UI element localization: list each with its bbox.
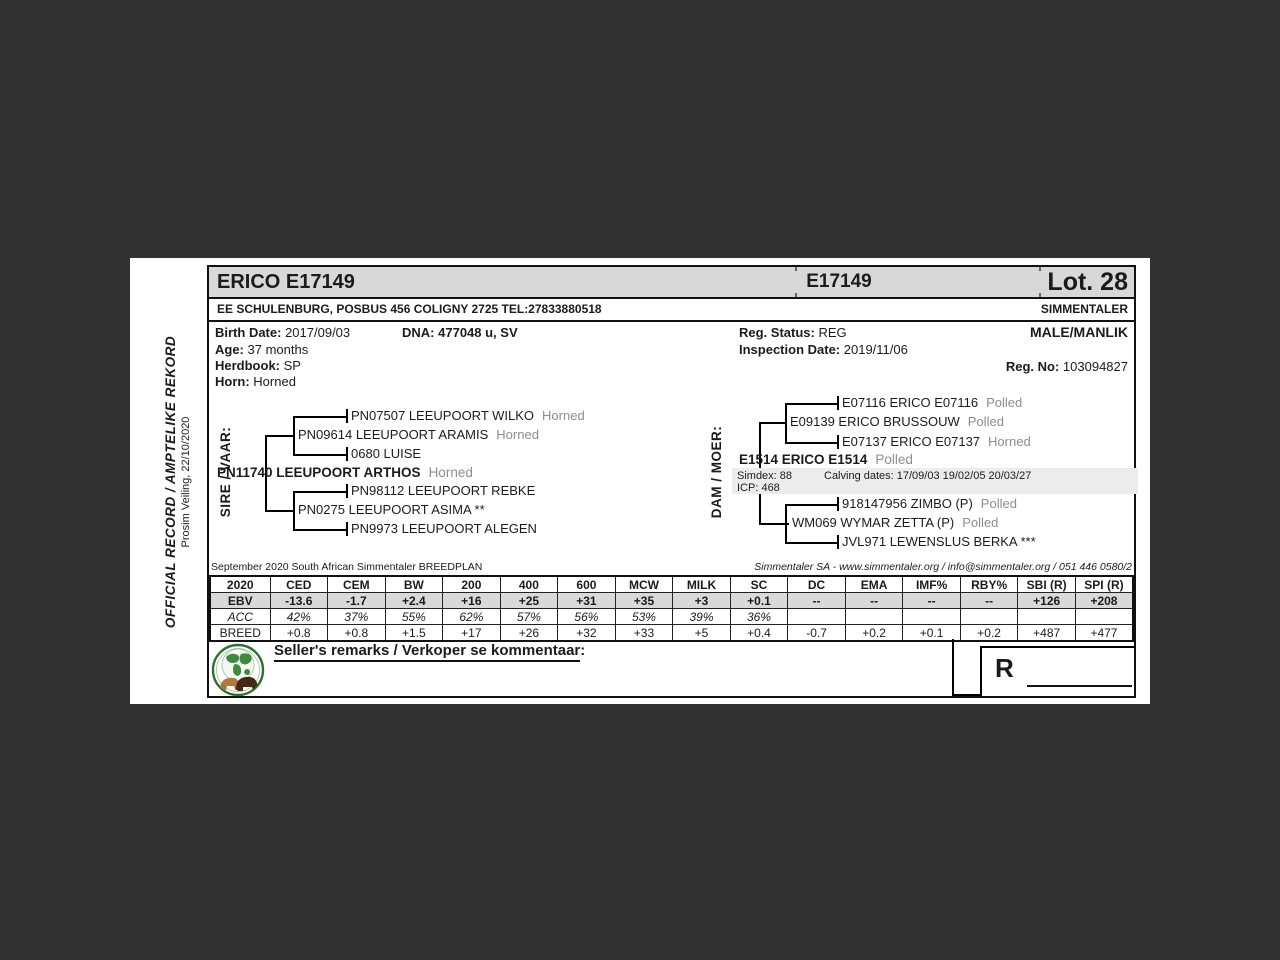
horn-status: Horned — [428, 465, 473, 480]
pedigree-line — [346, 409, 348, 423]
dna-label: DNA: — [402, 325, 435, 340]
pedigree-line — [837, 435, 839, 449]
ebv-cell: -- — [960, 593, 1018, 609]
col-header: 600 — [558, 576, 616, 593]
ebv-cell: +35 — [615, 593, 673, 609]
pedigree-line — [785, 542, 837, 544]
pedigree-line — [837, 497, 839, 511]
ebv-cell: -- — [845, 593, 903, 609]
price-box-border — [980, 646, 982, 696]
dam-dam — [792, 515, 998, 531]
breed-avg-row — [210, 625, 1133, 642]
horn-status: Polled — [980, 496, 1017, 511]
horn-value: Horned — [253, 374, 296, 389]
animal-id-name: JVL971 LEWENSLUS BERKA *** — [842, 534, 1036, 549]
col-header: 200 — [443, 576, 501, 593]
breed-cell: +477 — [1075, 625, 1133, 642]
breed-cell: +1.5 — [385, 625, 443, 642]
dam-sire — [790, 414, 1004, 430]
col-header: DC — [788, 576, 846, 593]
acc-cell — [1018, 609, 1076, 625]
pedigree-line — [785, 504, 787, 542]
price-box-border — [980, 646, 1134, 648]
animal-reg-title: E17149 — [806, 271, 872, 292]
reg-status-value: REG — [818, 325, 847, 340]
inspection-date-value: 2019/11/06 — [843, 342, 908, 357]
sire-sire — [298, 427, 539, 443]
breed-cell: +0.2 — [960, 625, 1018, 642]
divider-tick — [795, 267, 797, 271]
breedplan-table — [209, 575, 1134, 642]
pedigree-line — [785, 442, 837, 444]
pedigree-line — [346, 484, 348, 498]
icp-value: ICP: 468 — [737, 482, 780, 494]
col-header: EMA — [845, 576, 903, 593]
animal-id-name: E1514 ERICO E1514 — [739, 452, 868, 467]
pedigree-line — [293, 416, 295, 454]
col-header: 2020 — [210, 576, 270, 593]
vertical-sidebar-text — [163, 317, 207, 647]
sire-grandsire-sire — [351, 408, 585, 424]
sire-subject — [217, 465, 473, 481]
sire-granddam-dam — [351, 521, 545, 537]
ebv-cell: +0.1 — [730, 593, 788, 609]
col-header: 400 — [500, 576, 558, 593]
breed-cell: -0.7 — [788, 625, 846, 642]
col-header: CEM — [328, 576, 386, 593]
horn-status: Horned — [496, 427, 539, 442]
official-record-label: OFFICIAL RECORD / AMPTELIKE REKORD — [163, 335, 178, 629]
calving-dates: Calving dates: 17/09/03 19/02/05 20/03/27 — [824, 470, 1032, 482]
catalog-page — [130, 258, 1150, 704]
col-header: CED — [270, 576, 328, 593]
divider-tick — [1039, 267, 1041, 271]
horn-status: Horned — [542, 408, 585, 423]
animal-id-name: E09139 ERICO BRUSSOUW — [790, 414, 960, 429]
col-header: RBY% — [960, 576, 1018, 593]
breed-cell: +33 — [615, 625, 673, 642]
animal-id-name: PN98112 LEEUPOORT REBKE — [351, 483, 536, 498]
lot-number: Lot. 28 — [1047, 268, 1128, 296]
price-currency-label: R — [995, 653, 1014, 683]
reg-no-value: 103094827 — [1062, 359, 1128, 374]
dam-grandsire-dam — [842, 434, 1031, 450]
acc-cell: 36% — [730, 609, 788, 625]
pedigree-line — [293, 491, 346, 493]
breed-cell: +487 — [1018, 625, 1076, 642]
animal-id-name: E07116 ERICO E07116 — [842, 395, 979, 410]
sire-granddam-sire — [351, 483, 543, 499]
dam-granddam-dam — [842, 534, 1044, 550]
ebv-cell: -13.6 — [270, 593, 328, 609]
herdbook-value: SP — [283, 358, 301, 373]
breed-cell: +0.4 — [730, 625, 788, 642]
animal-id-name: E07137 ERICO E07137 — [842, 434, 981, 449]
pedigree-line — [785, 403, 837, 405]
birth-date-value: 2017/09/03 — [285, 325, 351, 340]
row-label: EBV — [210, 593, 270, 609]
ebv-row — [210, 593, 1133, 609]
pedigree-line — [785, 504, 837, 506]
age-row — [215, 342, 308, 358]
horn-status: Polled — [986, 395, 1023, 410]
seller-remarks-colon: : — [580, 642, 586, 659]
horn-status: Polled — [967, 414, 1004, 429]
col-header: MCW — [615, 576, 673, 593]
herdbook-label: Herdbook: — [215, 358, 280, 373]
dam-granddam-sire — [842, 496, 1017, 512]
ebv-cell: -- — [903, 593, 961, 609]
breed-cell: +0.1 — [903, 625, 961, 642]
acc-cell — [845, 609, 903, 625]
simdex-value: Simdex: 88 — [737, 470, 793, 482]
horn-status: Polled — [962, 515, 999, 530]
breed-cell: +5 — [673, 625, 731, 642]
acc-cell: 42% — [270, 609, 328, 625]
animal-id-name: PN11740 LEEUPOORT ARTHOS — [217, 465, 421, 480]
col-header: BW — [385, 576, 443, 593]
acc-cell — [1075, 609, 1133, 625]
reg-no-row — [1006, 359, 1128, 375]
col-header: SBI (R) — [1018, 576, 1076, 593]
address-band — [209, 299, 1134, 322]
acc-cell — [903, 609, 961, 625]
remarks-area-border — [952, 639, 954, 695]
animal-id-name: 0680 LUISE — [351, 446, 422, 461]
col-header: SPI (R) — [1075, 576, 1133, 593]
col-header: SC — [730, 576, 788, 593]
dna-row — [402, 325, 518, 341]
breed-cell: +17 — [443, 625, 501, 642]
dam-subject — [739, 452, 913, 468]
seller-remarks-heading — [274, 642, 585, 659]
pedigree-line — [346, 522, 348, 536]
horn-status: Polled — [875, 452, 913, 467]
ebv-cell: +3 — [673, 593, 731, 609]
inspection-date-label: Inspection Date: — [739, 342, 841, 357]
animal-id-name: PN09614 LEEUPOORT ARAMIS — [298, 427, 489, 442]
acc-row — [210, 609, 1133, 625]
price-fill-in-line — [1027, 655, 1132, 687]
pedigree-line — [837, 535, 839, 549]
remarks-area-border — [952, 694, 981, 696]
col-header: MILK — [673, 576, 731, 593]
divider-tick — [1039, 293, 1041, 297]
animal-id-name: PN0275 LEEUPOORT ASIMA ** — [298, 502, 485, 517]
animal-id-name: 918147956 ZIMBO (P) — [842, 496, 973, 511]
reg-status-row — [739, 325, 847, 341]
sire-header: SIRE / VAAR: — [218, 426, 233, 518]
inspection-date-row — [739, 342, 908, 358]
birth-date-label: Birth Date: — [215, 325, 282, 340]
pedigree-line — [293, 416, 346, 418]
breed-cell: +32 — [558, 625, 616, 642]
dam-grandsire-sire — [842, 395, 1022, 411]
horn-label: Horn: — [215, 374, 250, 389]
pedigree-line — [346, 447, 348, 461]
sire-dam — [298, 502, 493, 518]
breed-cell: +26 — [500, 625, 558, 642]
horn-row — [215, 374, 296, 390]
animal-name-title: ERICO E17149 — [217, 271, 355, 293]
row-label: ACC — [210, 609, 270, 625]
pedigree-line — [293, 529, 346, 531]
dam-stats-band — [732, 468, 1138, 494]
ebv-cell: +208 — [1075, 593, 1133, 609]
record-content-box — [207, 265, 1136, 698]
breed-cell: +0.8 — [328, 625, 386, 642]
divider-tick — [795, 293, 797, 297]
pedigree-line — [293, 491, 295, 529]
acc-cell: 62% — [443, 609, 501, 625]
reg-no-label: Reg. No: — [1005, 359, 1060, 374]
age-label: Age: — [215, 342, 244, 357]
breed-cell: +0.2 — [845, 625, 903, 642]
ebv-cell: +16 — [443, 593, 501, 609]
simmentaler-logo-icon — [211, 643, 265, 702]
sire-grandsire-dam — [351, 446, 429, 462]
dam-header: DAM / MOER: — [709, 425, 724, 519]
ebv-cell: +126 — [1018, 593, 1076, 609]
breed-cell: +0.8 — [270, 625, 328, 642]
acc-cell: 56% — [558, 609, 616, 625]
pedigree-line — [265, 435, 295, 437]
breedplan-title: September 2020 South African Simmentaler BREEDPLAN — [211, 561, 483, 573]
seller-address: EE SCHULENBURG, POSBUS 456 COLIGNY 2725 TEL:27833880518 — [217, 302, 602, 316]
acc-cell: 55% — [385, 609, 443, 625]
herdbook-row — [215, 358, 301, 374]
ebv-cell: +25 — [500, 593, 558, 609]
animal-id-name: PN07507 LEEUPOORT WILKO — [351, 408, 535, 423]
reg-status-label: Reg. Status: — [739, 325, 815, 340]
acc-cell — [788, 609, 846, 625]
acc-cell: 39% — [673, 609, 731, 625]
birth-date-row — [215, 325, 350, 341]
auction-name-date: Prosim Veiling, 22/10/2020 — [179, 416, 192, 548]
acc-cell: 53% — [615, 609, 673, 625]
acc-cell: 37% — [328, 609, 386, 625]
dna-value: 477048 u, SV — [438, 325, 518, 340]
pedigree-line — [265, 510, 295, 512]
animal-id-name: WM069 WYMAR ZETTA (P) — [792, 515, 955, 530]
pedigree-line — [837, 396, 839, 410]
row-label: BREED — [210, 625, 270, 642]
seller-remarks-label: Seller's remarks / Verkoper se kommentaar — [274, 642, 580, 662]
col-header: IMF% — [903, 576, 961, 593]
animal-id-name: PN9973 LEEUPOORT ALEGEN — [351, 521, 537, 536]
ebv-cell: -- — [788, 593, 846, 609]
acc-cell: 57% — [500, 609, 558, 625]
pedigree-line — [759, 422, 787, 424]
title-band — [209, 267, 1134, 299]
table-header-row — [210, 576, 1133, 593]
horn-status: Horned — [988, 434, 1031, 449]
pedigree-line — [785, 403, 787, 442]
age-value: 37 months — [247, 342, 309, 357]
breed-label: SIMMENTALER — [1040, 302, 1128, 316]
pedigree-line — [293, 454, 346, 456]
breedplan-contact: Simmentaler SA - www.simmentaler.org / info@simmentaler.org / 051 446 0580/2 — [754, 561, 1132, 573]
ebv-cell: +31 — [558, 593, 616, 609]
sex-label: MALE/MANLIK — [1030, 324, 1128, 340]
ebv-cell: -1.7 — [328, 593, 386, 609]
ebv-cell: +2.4 — [385, 593, 443, 609]
acc-cell — [960, 609, 1018, 625]
